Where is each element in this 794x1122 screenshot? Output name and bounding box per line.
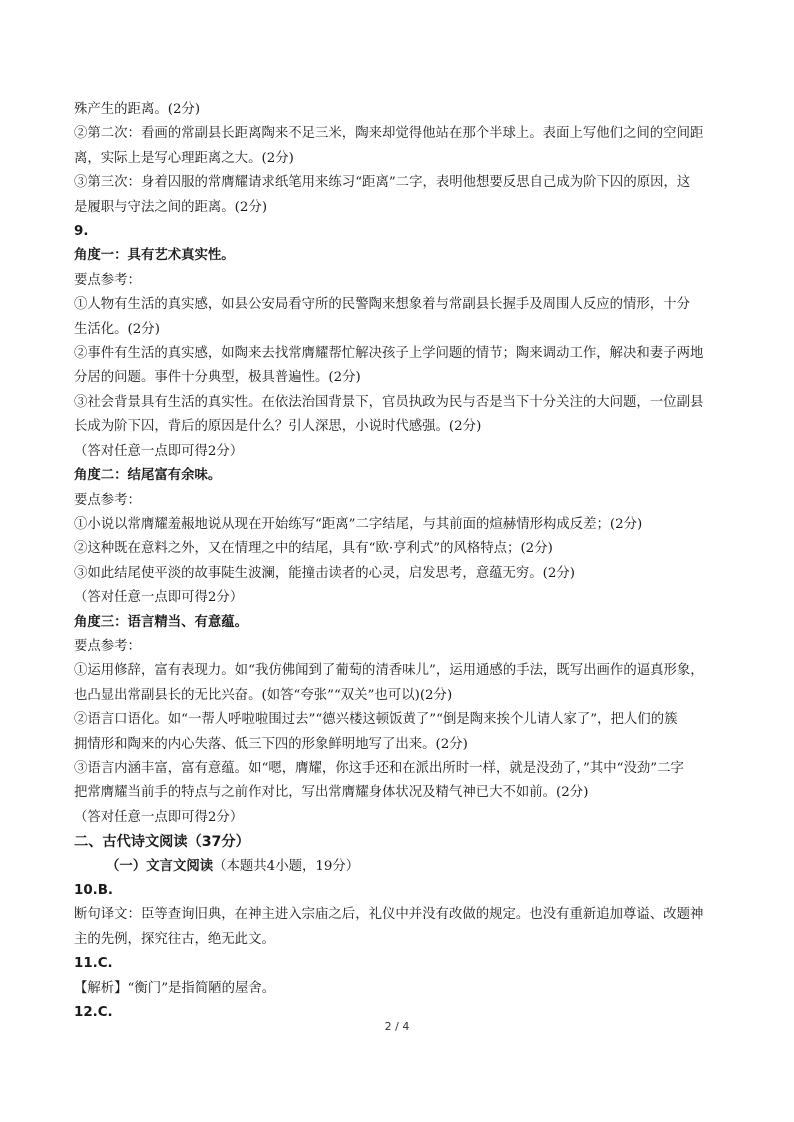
text-line: ②语言口语化。如“一帮人呼啦啦围过去”“德兴楼这顿饭黄了”“倒是陶来挨个儿请人家了”，把人们的簇 xyxy=(74,712,678,728)
score-note: （答对任意一点即可得2分） xyxy=(74,443,244,459)
text-line: 生活化。(2分) xyxy=(74,321,160,337)
section-title: 二、古代诗文阅读（37分） xyxy=(74,834,250,851)
text-line: ①人物有生活的真实感，如县公安局看守所的民警陶来想象着与常副县长握手及周围人反应的情形，十分 xyxy=(74,297,690,313)
text-line: 拥情形和陶来的内心失落、低三下四的形象鲜明地写了出来。(2分) xyxy=(74,736,468,752)
question-number: 12.C. xyxy=(74,1005,113,1021)
score-note: （答对任意一点即可得2分） xyxy=(74,590,244,606)
text-line: 长成为阶下囚，背后的原因是什么？引人深思，小说时代感强。(2分) xyxy=(74,419,482,435)
angle-heading: 角度三：语言精当、有意蕴。 xyxy=(74,614,249,630)
angle-heading: 角度一：具有艺术真实性。 xyxy=(74,248,235,264)
subsection-title: （一）文言文阅读 xyxy=(106,858,214,874)
text-line: 要点参考： xyxy=(74,638,141,654)
question-number: 9. xyxy=(74,224,89,240)
text-line: ①小说以常膺耀羞赧地说从现在开始练写“距离”二字结尾，与其前面的煊赫情形构成反差；(2分) xyxy=(74,516,643,532)
question-number: 11.C. xyxy=(74,956,113,972)
text-line: ②事件有生活的真实感，如陶来去找常膺耀帮忙解决孩子上学问题的情节；陶来调动工作，解决和妻子两地 xyxy=(74,346,704,362)
text-line: ③第三次：身着囚服的常膺耀请求纸笔用来练习“距离”二字，表明他想要反思自己成为阶下囚的原因，这 xyxy=(74,175,691,191)
score-note: （答对任意一点即可得2分） xyxy=(74,809,244,825)
question-number: 10.B. xyxy=(74,883,114,898)
subsection-heading xyxy=(74,855,724,879)
text-line: 也凸显出常副县长的无比兴奋。(如答“夸张”“双关”也可以)(2分) xyxy=(74,687,453,703)
text-line: ①运用修辞，富有表现力。如“我仿佛闻到了葡萄的清香味儿”，运用通感的手法，既写出画作的逼真形象， xyxy=(74,663,704,679)
text-line: ②第二次：看画的常副县长距离陶来不足三米，陶来却觉得他站在那个半球上。表面上写他们之间的空间距 xyxy=(74,126,704,142)
page-number: 2 / 4 xyxy=(384,1020,410,1033)
answer-content xyxy=(74,98,724,1025)
subsection-note: （本题共4小题，19分） xyxy=(213,858,360,874)
text-line: 要点参考： xyxy=(74,492,141,508)
text-line: 殊产生的距离。(2分) xyxy=(74,102,201,117)
text-line: 要点参考： xyxy=(74,272,141,288)
text-line: 断句译文：臣等查询旧典，在神主进入宗庙之后，礼仪中并没有改做的规定。也没有重新追加尊谥、改题神 xyxy=(74,907,704,923)
text-line: ③如此结尾使平淡的故事陡生波澜，能撞击读者的心灵，启发思考，意蕴无穷。(2分) xyxy=(74,565,576,581)
text-line: 是履职与守法之间的距离。(2分) xyxy=(74,199,268,215)
text-line: ②这种既在意料之外，又在情理之中的结尾，具有“欧·亨利式”的风格特点；(2分) xyxy=(74,541,553,557)
text-line: 把常膺耀当前手的特点与之前作对比，写出常膺耀身体状况及精气神已大不如前。(2分) xyxy=(74,785,589,801)
text-line: ③语言内涵丰富，富有意蕴。如“嗯，膺耀，你这手还和在派出所时一样，就是没劲了，”其中“没劲”二字 xyxy=(74,760,684,776)
text-line: 【解析】“衡门”是指简陋的屋舍。 xyxy=(74,980,276,996)
text-line: 离，实际上是写心理距离之大。(2分) xyxy=(74,150,294,166)
text-line: ③社会背景具有生活的真实性。在依法治国背景下，官员执政为民与否是当下十分关注的大问题，一位副县 xyxy=(74,394,704,410)
angle-heading: 角度二：结尾富有余味。 xyxy=(74,468,222,484)
text-line: 分居的问题。事件十分典型，极具普遍性。(2分) xyxy=(74,370,361,386)
text-line: 主的先例，探究往古，绝无此文。 xyxy=(74,931,275,947)
